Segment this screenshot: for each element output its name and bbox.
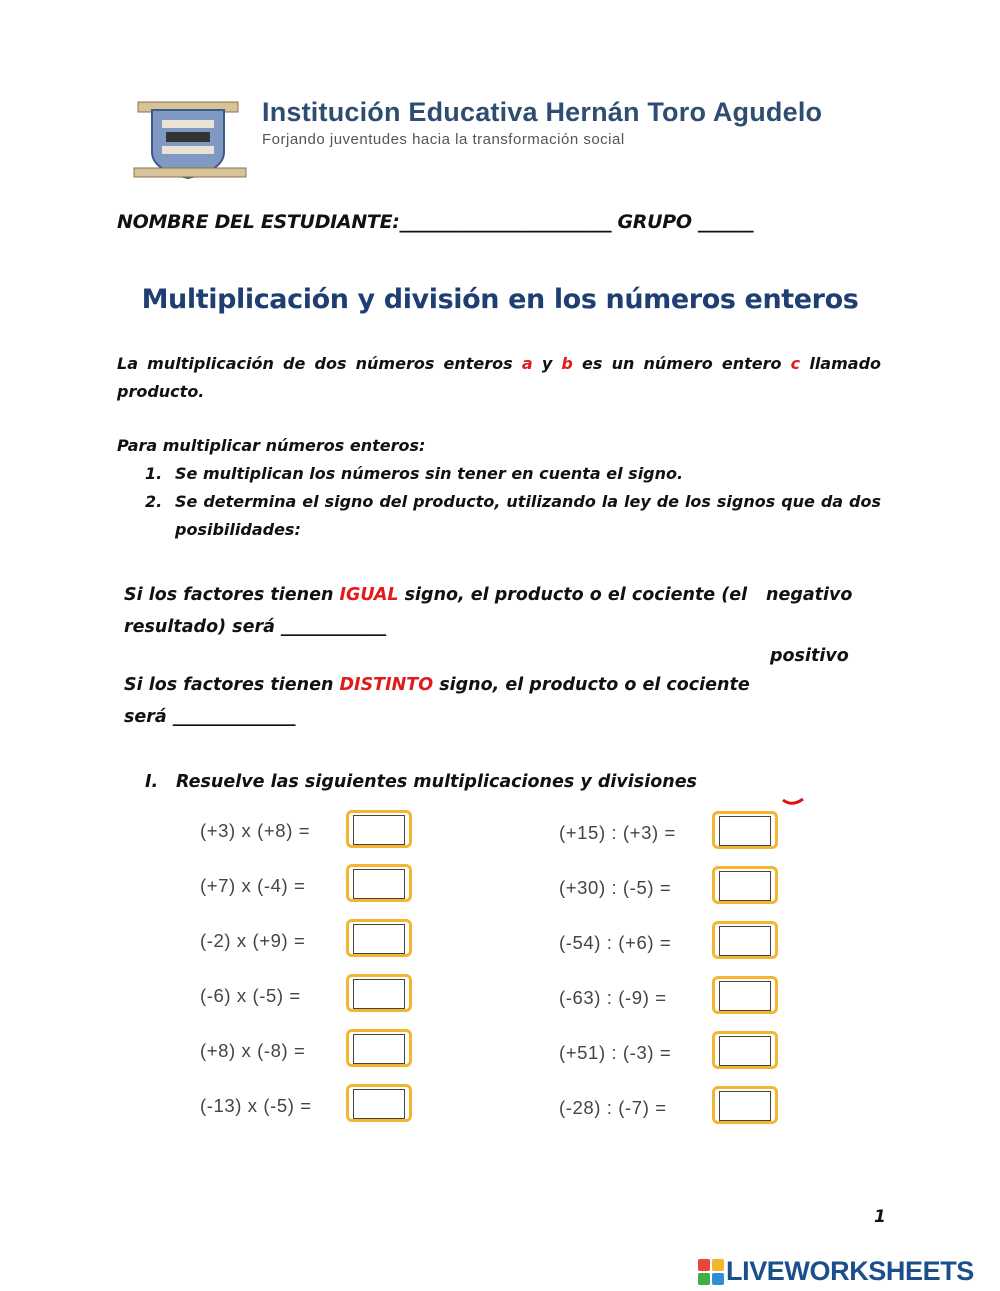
answer-box (346, 919, 412, 957)
definition-word-y: y (541, 354, 553, 373)
option-negativo[interactable]: negativo (766, 585, 853, 605)
institution-slogan: Forjando juventudes hacia la transformación social (262, 131, 625, 148)
step-text: Se multiplican los números sin tener en cuenta el signo. (175, 464, 684, 483)
rule-text: Si los factores tienen (124, 585, 334, 605)
answer-input[interactable] (719, 926, 771, 956)
rule-keyword-igual: IGUAL (339, 585, 399, 605)
option-positivo[interactable]: positivo (770, 646, 849, 666)
red-mark-icon (782, 798, 804, 808)
answer-box (712, 1031, 778, 1069)
multiplication-expression: (-2) x (+9) = (200, 930, 306, 951)
answer-input[interactable] (353, 815, 405, 845)
school-logo (132, 96, 252, 186)
list-item (145, 488, 881, 544)
answer-box (346, 974, 412, 1012)
exercise-title: Resuelve las siguientes multiplicaciones y divisiones (176, 772, 697, 792)
answer-box (712, 921, 778, 959)
definition-text-3: llamado producto. (117, 354, 882, 401)
student-name-group-line: NOMBRE DEL ESTUDIANTE:_______________________ GRUPO ______ (117, 211, 754, 233)
definition-paragraph (117, 350, 881, 406)
multiplication-expression: (+7) x (-4) = (200, 875, 306, 896)
rule-different-sign (124, 670, 750, 701)
rule-equal-answer-line[interactable]: resultado) será ____________ (124, 617, 387, 637)
answer-input[interactable] (353, 869, 405, 899)
steps-list (145, 460, 881, 544)
definition-text-2: es un número entero (582, 354, 782, 373)
exercise-number: I. (145, 772, 159, 792)
step-number: 1. (145, 464, 163, 483)
answer-input[interactable] (353, 1089, 405, 1119)
answer-box (712, 866, 778, 904)
variable-c: c (790, 354, 801, 373)
answer-box (712, 811, 778, 849)
division-expression: (-54) : (+6) = (559, 932, 672, 953)
steps-heading: Para multiplicar números enteros: (117, 436, 426, 455)
exercise-heading (145, 772, 697, 792)
rule-different-answer-line[interactable]: será ______________ (124, 707, 296, 727)
division-expression: (+30) : (-5) = (559, 877, 672, 898)
step-number: 2. (145, 492, 163, 511)
answer-box (346, 810, 412, 848)
rule-text: signo, el producto o el cociente (439, 675, 750, 695)
liveworksheets-brand (698, 1256, 974, 1288)
answer-box (712, 976, 778, 1014)
definition-text-1: La multiplicación de dos números enteros (117, 354, 513, 373)
rule-keyword-distinto: DISTINTO (339, 675, 434, 695)
answer-input[interactable] (719, 1091, 771, 1121)
rule-equal-sign (124, 580, 747, 611)
answer-box (346, 1084, 412, 1122)
answer-input[interactable] (353, 979, 405, 1009)
division-expression: (-63) : (-9) = (559, 987, 667, 1008)
multiplication-expression: (-6) x (-5) = (200, 985, 301, 1006)
answer-input[interactable] (719, 816, 771, 846)
answer-box (712, 1086, 778, 1124)
answer-box (346, 1029, 412, 1067)
answer-input[interactable] (353, 924, 405, 954)
division-expression: (+15) : (+3) = (559, 822, 676, 843)
variable-b: b (561, 354, 573, 373)
answer-box (346, 864, 412, 902)
rule-text: signo, el producto o el cociente (el (404, 585, 748, 605)
liveworksheets-logo-icon (698, 1259, 724, 1285)
division-expression: (-28) : (-7) = (559, 1097, 667, 1118)
page-number: 1 (874, 1207, 886, 1227)
brand-text: LIVEWORKSHEETS (726, 1256, 974, 1286)
list-item (145, 460, 881, 488)
rule-text: Si los factores tienen (124, 675, 334, 695)
multiplication-expression: (+8) x (-8) = (200, 1040, 306, 1061)
institution-name: Institución Educativa Hernán Toro Agudelo (262, 97, 823, 127)
answer-input[interactable] (719, 981, 771, 1011)
answer-input[interactable] (719, 1036, 771, 1066)
variable-a: a (521, 354, 533, 373)
step-text: Se determina el signo del producto, utilizando la ley de los signos que da dos posibilidades: (175, 492, 881, 539)
page-title: Multiplicación y división en los números enteros (141, 284, 859, 315)
multiplication-expression: (+3) x (+8) = (200, 820, 311, 841)
answer-input[interactable] (719, 871, 771, 901)
multiplication-expression: (-13) x (-5) = (200, 1095, 312, 1116)
answer-input[interactable] (353, 1034, 405, 1064)
division-expression: (+51) : (-3) = (559, 1042, 672, 1063)
